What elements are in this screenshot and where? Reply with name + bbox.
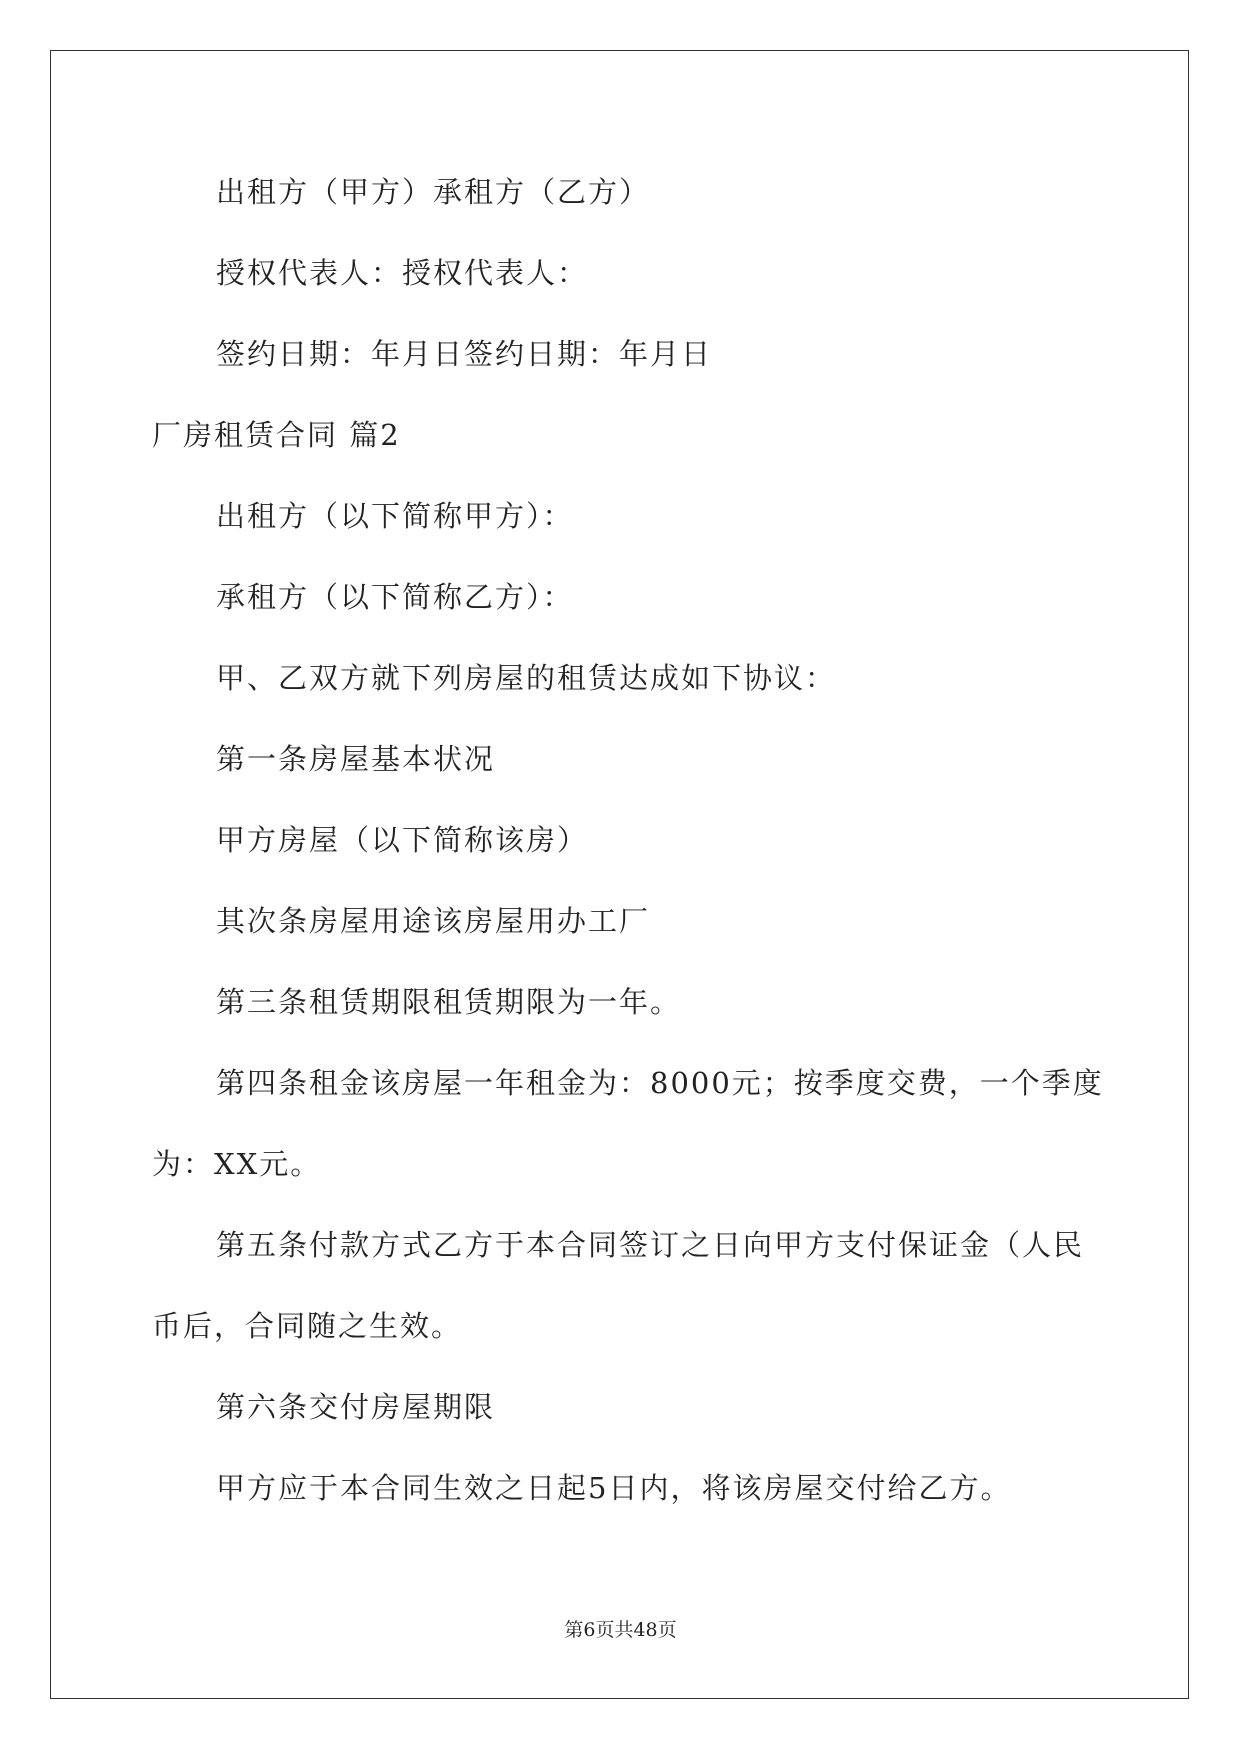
paragraph-line: 第四条租金该房屋一年租金为：8000元；按季度交费，一个季度 xyxy=(216,1066,1104,1100)
paragraph-line: 甲、乙双方就下列房屋的租赁达成如下协议： xyxy=(216,661,837,695)
page-frame xyxy=(50,50,1189,1699)
paragraph-line: 甲方应于本合同生效之日起5日内，将该房屋交付给乙方。 xyxy=(216,1471,1012,1505)
paragraph-line: 签约日期：年月日签约日期：年月日 xyxy=(216,337,713,371)
paragraph-line: 承租方（以下简称乙方）： xyxy=(216,580,574,614)
section-heading: 厂房租赁合同 篇2 xyxy=(152,418,401,452)
paragraph-line: 第六条交付房屋期限 xyxy=(216,1390,496,1424)
paragraph-line: 第五条付款方式乙方于本合同签订之日向甲方支付保证金（人民 xyxy=(216,1228,1085,1262)
paragraph-line: 币后，合同随之生效。 xyxy=(152,1309,463,1343)
page-footer xyxy=(0,1618,1241,1642)
paragraph-line: 授权代表人：授权代表人： xyxy=(216,256,589,290)
paragraph-line: 第三条租赁期限租赁期限为一年。 xyxy=(216,985,682,1019)
paragraph-line: 第一条房屋基本状况 xyxy=(216,742,496,776)
paragraph-line: 甲方房屋（以下简称该房） xyxy=(216,823,589,857)
paragraph-line: 出租方（以下简称甲方）： xyxy=(216,499,574,533)
page-total: 共48页 xyxy=(614,1619,677,1641)
page-number: 第6页 xyxy=(564,1619,615,1641)
paragraph-line: 出租方（甲方）承租方（乙方） xyxy=(216,175,651,209)
paragraph-line: 为：XX元。 xyxy=(152,1147,322,1181)
paragraph-line: 其次条房屋用途该房屋用办工厂 xyxy=(216,904,651,938)
